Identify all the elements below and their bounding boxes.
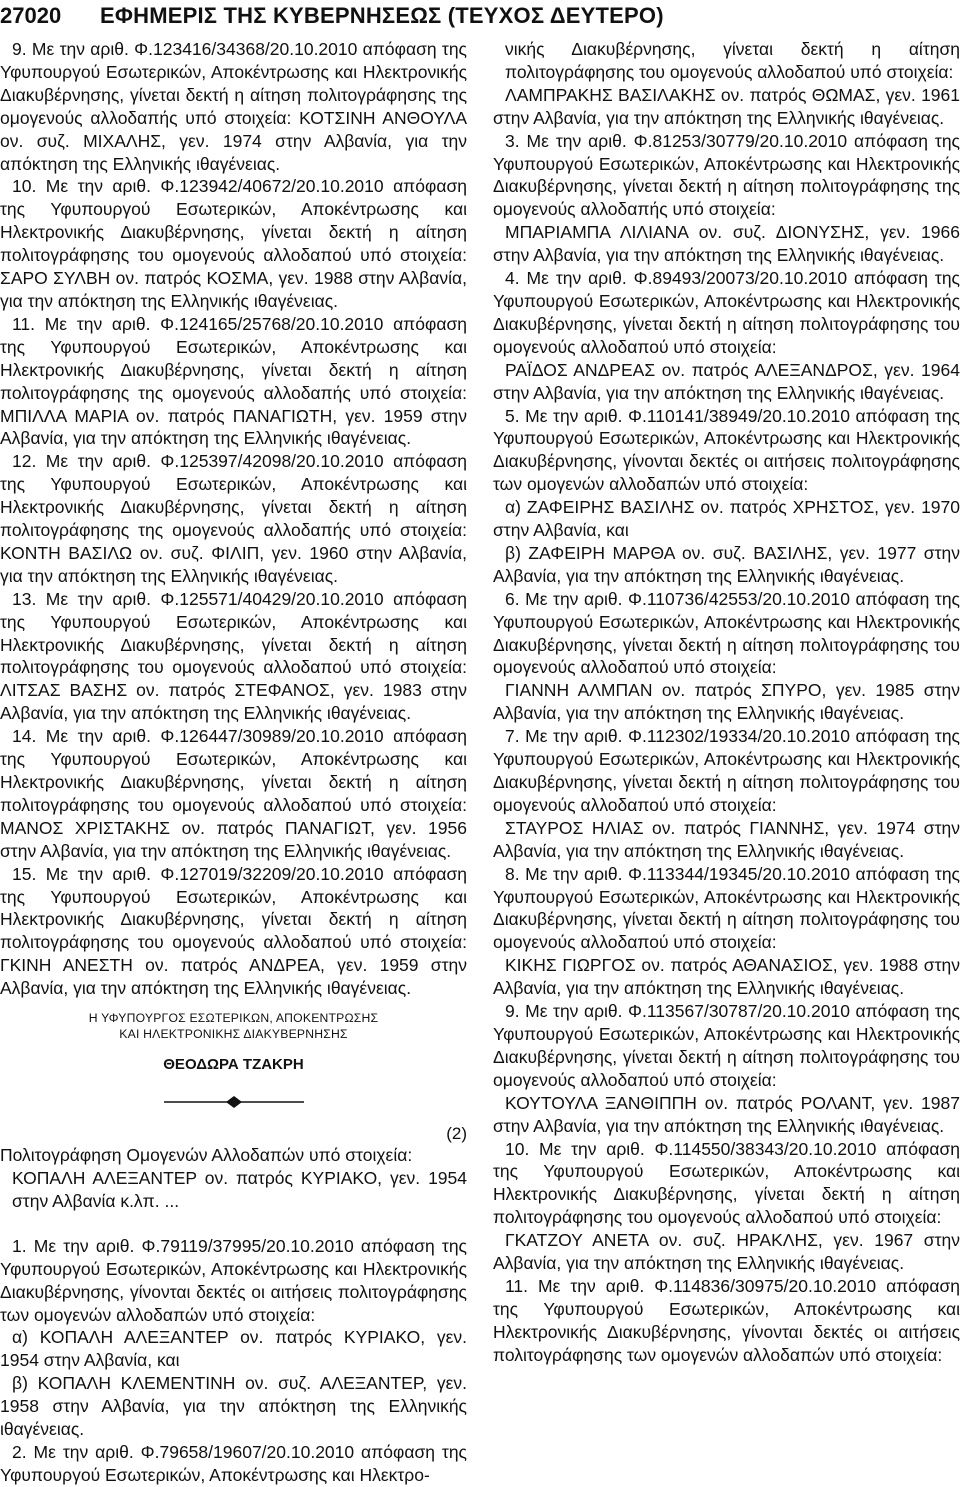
decision-paragraph: 6. Με την αριθ. Φ.110736/42553/20.10.2010 απόφαση της Υφυπουργού Εσωτερικών, Αποκέντρωσης και Ηλεκτρονικής Διακυβέρνησης, γίνεται δεκτή η αίτηση πολιτογράφησης του ομογενούς αλλοδαπού υπό στοιχεία: bbox=[493, 588, 960, 678]
decision-subject: ΚΟΥΤΟΥΛΑ ΞΑΝΘΙΠΠΗ ον. πατρός ΡΟΛΑΝΤ, γεν. 1987 στην Αλβανία, για την απόκτηση της Ελληνικής ιθαγένειας. bbox=[493, 1092, 960, 1136]
page-header bbox=[0, 0, 960, 36]
decisions-list-1 bbox=[0, 38, 467, 1000]
decision-subitem: α) ΖΑΦΕΙΡΗΣ ΒΑΣΙΛΗΣ ον. πατρός ΧΡΗΣΤΟΣ, γεν. 1970 στην Αλβανία, και bbox=[493, 497, 960, 541]
decision-paragraph: 11. Με την αριθ. Φ.124165/25768/20.10.2010 απόφαση της Υφυπουργού Εσωτερικών, Αποκέντρωσης και Ηλεκτρονικής Διακυβέρνησης, γίνεται δεκτή η αίτηση πολιτογράφησης της ομογενούς αλλοδαπής υπό στοιχεία: ΜΠΙΛΛΑ ΜΑΡΙΑ ον. πατρός ΠΑΝΑΓΙΩΤΗ, γεν. 1959 στην Αλβανία, για την απόκτηση της Ελληνικής ιθαγένειας. bbox=[0, 313, 467, 449]
decision-subject: ΚΙΚΗΣ ΓΙΩΡΓΟΣ ον. πατρός ΑΘΑΝΑΣΙΟΣ, γεν. 1988 στην Αλβανία, για την απόκτηση της Ελληνικής ιθαγένειας. bbox=[493, 955, 960, 999]
decision-subitem: β) ΖΑΦΕΙΡΗ ΜΑΡΘΑ ον. συζ. ΒΑΣΙΛΗΣ, γεν. 1977 στην Αλβανία, για την απόκτηση της Ελληνικής ιθαγένειας. bbox=[493, 542, 960, 586]
decision-paragraph: 10. Με την αριθ. Φ.123942/40672/20.10.2010 απόφαση της Υφυπουργού Εσωτερικών, Αποκέντρωσης και Ηλεκτρονικής Διακυβέρνησης, γίνεται δεκτή η αίτηση πολιτογράφησης του ομογενούς αλλοδαπού υπό στοιχεία: ΣΑΡΟ ΣΥΛΒΗ ον. πατρός ΚΟΣΜΑ, γεν. 1988 στην Αλβανία, για την απόκτηση της Ελληνικής ιθαγένειας. bbox=[0, 176, 467, 311]
decision-subject: ΡΑΪΔΟΣ ΑΝΔΡΕΑΣ ον. πατρός ΑΛΕΞΑΝΔΡΟΣ, γεν. 1964 στην Αλβανία, για την απόκτηση της Ελληνικής ιθαγένειας. bbox=[493, 359, 960, 403]
decision-paragraph: 14. Με την αριθ. Φ.126447/30989/20.10.2010 απόφαση της Υφυπουργού Εσωτερικών, Αποκέντρωσης και Ηλεκτρονικής Διακυβέρνησης, γίνεται δεκτή η αίτηση πολιτογράφησης του ομογενούς αλλοδαπού υπό στοιχεία: ΜΑΝΟΣ ΧΡΙΣΤΑΚΗΣ ον. πατρός ΠΑΝΑΓΙΩΤ, γεν. 1956 στην Αλβανία, για την απόκτηση της Ελληνικής ιθαγένειας. bbox=[0, 726, 467, 861]
decision-paragraph: 12. Με την αριθ. Φ.125397/42098/20.10.2010 απόφαση της Υφυπουργού Εσωτερικών, Αποκέντρωσης και Ηλεκτρονικής Διακυβέρνησης, γίνεται δεκτή η αίτηση πολιτογράφησης της ομογενούς αλλοδαπής υπό στοιχεία: ΚΟΝΤΗ ΒΑΣΙΛΩ ον. συζ. ΦΙΛΙΠ, γεν. 1960 στην Αλβανία, για την απόκτηση της Ελληνικής ιθαγένειας. bbox=[0, 451, 467, 586]
section-spacer bbox=[0, 1213, 467, 1235]
signatory-name: ΘΕΟΔΩΡΑ ΤΖΑΚΡΗ bbox=[163, 1056, 304, 1074]
decision-paragraph: 1. Με την αριθ. Φ.79119/37995/20.10.2010 απόφαση της Υφυπουργού Εσωτερικών, Αποκέντρωσης και Ηλεκτρονικής Διακυβέρνησης, γίνονται δεκτές οι αιτήσεις πολιτογράφησης των ομογενών αλλοδαπών υπό στοιχεία: bbox=[0, 1235, 467, 1325]
decision-paragraph: 10. Με την αριθ. Φ.114550/38343/20.10.2010 απόφαση της Υφυπουργού Εσωτερικών, Αποκέντρωσης και Ηλεκτρονικής Διακυβέρνησης, γίνεται δεκτή η αίτηση πολιτογράφησης του ομογενούς αλλοδαπού υπό στοιχεία: bbox=[493, 1138, 960, 1228]
decision-subject: ΛΑΜΠΡΑΚΗΣ ΒΑΣΙΛΑΚΗΣ ον. πατρός ΘΩΜΑΣ, γεν. 1961 στην Αλβανία, για την απόκτηση της Ελληνικής ιθαγένειας. bbox=[493, 84, 960, 128]
section-number: (2) bbox=[446, 1124, 467, 1144]
decision-subitem: α) ΚΟΠΑΛΗ ΑΛΕΞΑΝΤΕΡ ον. πατρός ΚΥΡΙΑΚΟ, γεν. 1954 στην Αλβανία, και bbox=[0, 1327, 467, 1371]
section-heading-continuation: ΚΟΠΑΛΗ ΑΛΕΞΑΝΤΕΡ ον. πατρός ΚΥΡΙΑΚΟ, γεν. 1954 στην Αλβανία κ.λπ. ... bbox=[12, 1167, 467, 1211]
signature-title-line1: Η ΥΦΥΠΟΥΡΓΟΣ ΕΣΩΤΕΡΙΚΩΝ, ΑΠΟΚΕΝΤΡΩΣΗΣ bbox=[88, 1011, 379, 1026]
signature-title-line2: ΚΑΙ ΗΛΕΚΤΡΟΝΙΚΗΣ ΔΙΑΚΥΒΕΡΝΗΣΗΣ bbox=[119, 1027, 348, 1042]
signature-block bbox=[0, 1010, 467, 1108]
decision-paragraph: 8. Με την αριθ. Φ.113344/19345/20.10.2010 απόφαση της Υφυπουργού Εσωτερικών, Αποκέντρωσης και Ηλεκτρονικής Διακυβέρνησης, γίνεται δεκτή η αίτηση πολιτογράφησης του ομογενούς αλλοδαπού υπό στοιχεία: bbox=[493, 863, 960, 953]
right-column bbox=[493, 38, 960, 1367]
decision-paragraph: 5. Με την αριθ. Φ.110141/38949/20.10.2010 απόφαση της Υφυπουργού Εσωτερικών, Αποκέντρωσης και Ηλεκτρονικής Διακυβέρνησης, γίνονται δεκτές οι αιτήσεις πολιτογράφησης των ομογενών αλλοδαπών υπό στοιχεία: bbox=[493, 405, 960, 495]
left-column bbox=[0, 38, 467, 1487]
gazette-title: ΕΦΗΜΕΡΙΣ ΤΗΣ ΚΥΒΕΡΝΗΣΕΩΣ (ΤΕΥΧΟΣ ΔΕΥΤΕΡΟ) bbox=[100, 3, 664, 28]
decision-paragraph: 13. Με την αριθ. Φ.125571/40429/20.10.2010 απόφαση της Υφυπουργού Εσωτερικών, Αποκέντρωσης και Ηλεκτρονικής Διακυβέρνησης, γίνεται δεκτή η αίτηση πολιτογράφησης του ομογενούς αλλοδαπού υπό στοιχεία: ΛΙΤΣΑΣ ΒΑΣΗΣ ον. πατρός ΣΤΕΦΑΝΟΣ, γεν. 1983 στην Αλβανία, για την απόκτηση της Ελληνικής ιθαγένειας. bbox=[0, 588, 467, 724]
section-heading: Πολιτογράφηση Ομογενών Αλλοδαπών υπό στοιχεία: bbox=[0, 1145, 413, 1166]
decision-subitem: β) ΚΟΠΑΛΗ ΚΛΕΜΕΝΤΙΝΗ ον. συζ. ΑΛΕΞΑΝΤΕΡ, γεν. 1958 στην Αλβανία, για την απόκτηση της Ελληνικής ιθαγένειας. bbox=[0, 1373, 467, 1440]
decision-paragraph: 7. Με την αριθ. Φ.112302/19334/20.10.2010 απόφαση της Υφυπουργού Εσωτερικών, Αποκέντρωσης και Ηλεκτρονικής Διακυβέρνησης, γίνεται δεκτή η αίτηση πολιτογράφησης του ομογενούς αλλοδαπού υπό στοιχεία: bbox=[493, 726, 960, 815]
decision-subject: ΓΙΑΝΝΗ ΑΛΜΠΑΝ ον. πατρός ΣΠΥΡΟ, γεν. 1985 στην Αλβανία, για την απόκτηση της Ελληνικής ιθαγένειας. bbox=[493, 680, 960, 724]
page-number: 27020 bbox=[0, 3, 62, 28]
decision-paragraph: 15. Με την αριθ. Φ.127019/32209/20.10.2010 απόφαση της Υφυπουργού Εσωτερικών, Αποκέντρωσης και Ηλεκτρονικής Διακυβέρνησης, γίνεται δεκτή η αίτηση πολιτογράφησης του ομογενούς αλλοδαπού υπό στοιχεία: ΓΚΙΝΗ ΑΝΕΣΤΗ ον. πατρός ΑΝΔΡΕΑ, γεν. 1959 στην Αλβανία, για την απόκτηση της Ελληνικής ιθαγένειας. bbox=[0, 863, 467, 999]
decision-paragraph: 2. Με την αριθ. Φ.79658/19607/20.10.2010 απόφαση της Υφυπουργού Εσωτερικών, Αποκέντρωσης και Ηλεκτρο- bbox=[0, 1441, 467, 1485]
decision-continuation: νικής Διακυβέρνησης, γίνεται δεκτή η αίτηση πολιτογράφησης του ομογενούς αλλοδαπού υπό στοιχεία: bbox=[505, 39, 960, 82]
decision-paragraph: 3. Με την αριθ. Φ.81253/30779/20.10.2010 απόφαση της Υφυπουργού Εσωτερικών, Αποκέντρωσης και Ηλεκτρονικής Διακυβέρνησης, γίνεται δεκτή η αίτηση πολιτογράφησης της ομογενούς αλλοδαπής υπό στοιχεία: bbox=[493, 130, 960, 220]
decision-paragraph: 9. Με την αριθ. Φ.113567/30787/20.10.2010 απόφαση της Υφυπουργού Εσωτερικών, Αποκέντρωσης και Ηλεκτρονικής Διακυβέρνησης, γίνεται δεκτή η αίτηση πολιτογράφησης του ομογενούς αλλοδαπού υπό στοιχεία: bbox=[493, 1001, 960, 1090]
decision-paragraph: 4. Με την αριθ. Φ.89493/20073/20.10.2010 απόφαση της Υφυπουργού Εσωτερικών, Αποκέντρωσης και Ηλεκτρονικής Διακυβέρνησης, γίνεται δεκτή η αίτηση πολιτογράφησης του ομογενούς αλλοδαπού υπό στοιχεία: bbox=[493, 268, 960, 357]
decision-paragraph: 9. Με την αριθ. Φ.123416/34368/20.10.2010 απόφαση της Υφυπουργού Εσωτερικών, Αποκέντρωσης και Ηλεκτρονικής Διακυβέρνησης, γίνεται δεκτή η αίτηση πολιτογράφησης της ομογενούς αλλοδαπής υπό στοιχεία: ΚΟΤΣΙΝΗ ΑΝΘΟΥΛΑ ον. συζ. ΜΙΧΑΛΗΣ, γεν. 1974 στην Αλβανία, για την απόκτηση της Ελληνικής ιθαγένειας. bbox=[0, 39, 467, 174]
decision-subject: ΜΠΑΡΙΑΜΠΑ ΛΙΛΙΑΝΑ ον. συζ. ΔΙΟΝΥΣΗΣ, γεν. 1966 στην Αλβανία, για την απόκτηση της Ελληνικής ιθαγένειας. bbox=[493, 222, 960, 266]
decision-subject: ΣΤΑΥΡΟΣ ΗΛΙΑΣ ον. πατρός ΓΙΑΝΝΗΣ, γεν. 1974 στην Αλβανία, για την απόκτηση της Ελληνικής ιθαγένειας. bbox=[493, 817, 960, 861]
decision-subject: ΓΚΑΤΖΟΥ ΑΝΕΤΑ ον. συζ. ΗΡΑΚΛΗΣ, γεν. 1967 στην Αλβανία, για την απόκτηση της Ελληνικής ιθαγένειας. bbox=[493, 1230, 960, 1274]
divider-ornament-icon bbox=[164, 1096, 304, 1108]
decisions-list-2 bbox=[0, 1235, 467, 1487]
decision-paragraph: 11. Με την αριθ. Φ.114836/30975/20.10.2010 απόφαση της Υφυπουργού Εσωτερικών, Αποκέντρωσης και Ηλεκτρονικής Διακυβέρνησης, γίνονται δεκτές οι αιτήσεις πολιτογράφησης των ομογενών αλλοδαπών υπό στοιχεία: bbox=[493, 1275, 960, 1365]
